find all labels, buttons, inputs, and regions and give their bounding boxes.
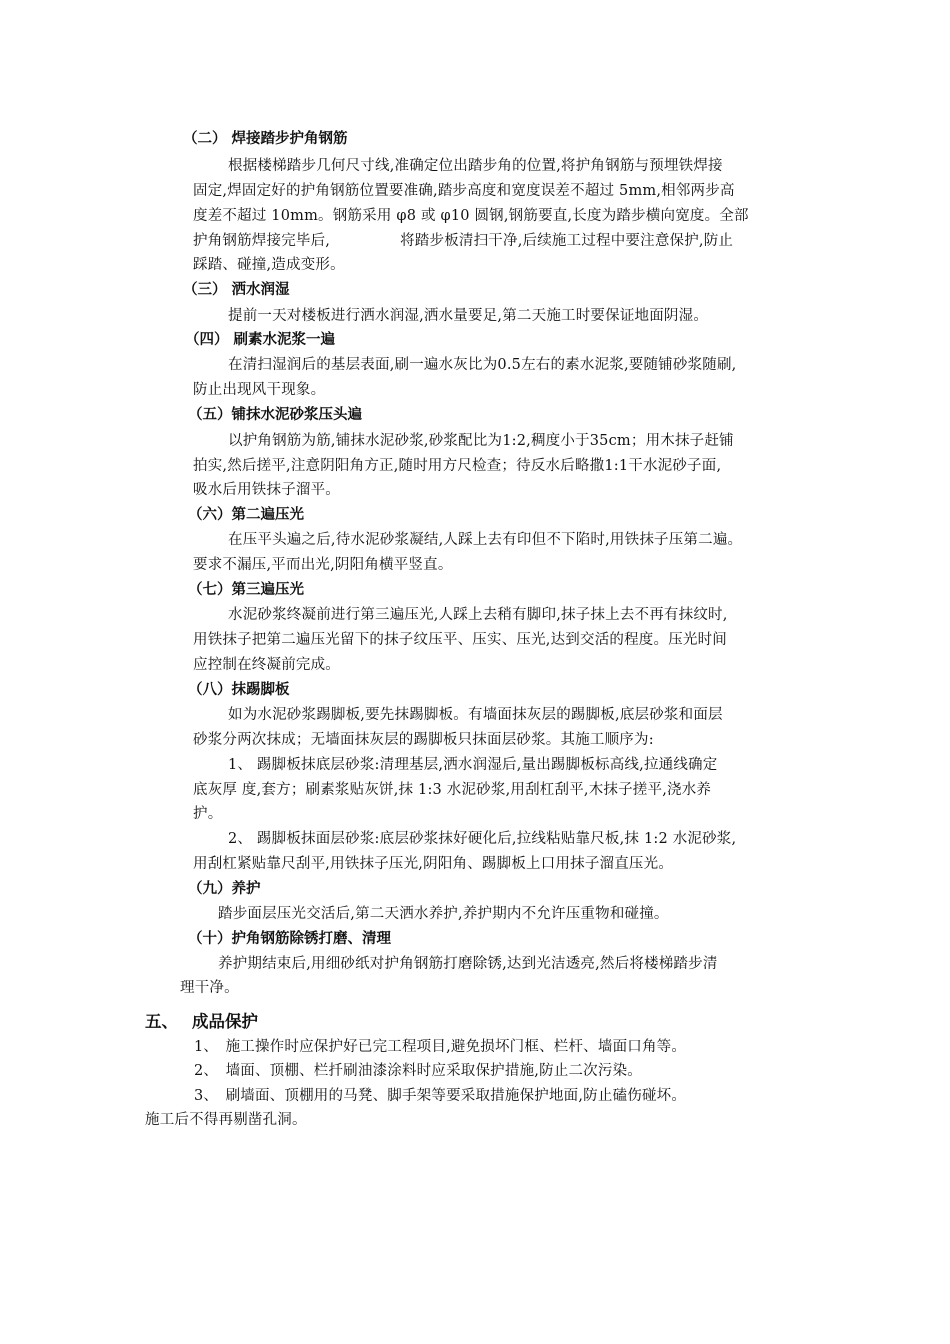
paragraph-line: 用刮杠紧贴靠尺刮平,用铁抹子压光,阴阳角、踢脚板上口用抹子溜直压光。 — [193, 856, 674, 872]
section-heading-6: （六）第二遍压光 — [188, 507, 304, 523]
paragraph-line: 防止出现风干现象。 — [193, 382, 326, 398]
paragraph-line: 在清扫湿润后的基层表面,刷一遍水灰比为0.5左右的素水泥浆,要随铺砂浆随刷, — [228, 357, 737, 373]
paragraph-line: 固定,焊固定好的护角钢筋位置要准确,踏步高度和宽度误差不超过 5mm,相邻两步高 — [193, 183, 735, 199]
line-part-2: 将踏步板清扫干净,后续施工过程中要注意保护,防止 — [400, 233, 734, 249]
paragraph-line: 要求不漏压,平而出光,阴阳角横平竖直。 — [193, 557, 453, 573]
part-heading-5: 五、 成品保护 — [145, 1012, 258, 1031]
paragraph-line: 踏步面层压光交活后,第二天洒水养护,养护期内不允许压重物和碰撞。 — [218, 906, 669, 922]
paragraph-line: 拍实,然后搓平,注意阴阳角方正,随时用方尺检查；待反水后略撒1:1干水泥砂子面, — [193, 458, 722, 474]
paragraph-line: 如为水泥砂浆踢脚板,要先抹踢脚板。有墙面抹灰层的踢脚板,底层砂浆和面层 — [228, 707, 723, 723]
paragraph-line: 踩踏、碰撞,造成变形。 — [193, 257, 345, 273]
paragraph-line: 在压平头遍之后,待水泥砂浆凝结,人踩上去有印但不下陷时,用铁抹子压第二遍。 — [228, 532, 743, 548]
section-heading-7: （七）第三遍压光 — [188, 582, 304, 598]
paragraph-line: 理干净。 — [180, 980, 239, 996]
paragraph-line: 1、 踢脚板抹底层砂浆:清理基层,洒水润湿后,量出踢脚板标高线,拉通线确定 — [228, 757, 718, 773]
paragraph-line — [193, 231, 733, 251]
paragraph-line: 用铁抹子把第二遍压光留下的抹子纹压平、压实、压光,达到交活的程度。压光时间 — [193, 632, 728, 648]
section-heading-2: （二） 焊接踏步护角钢筋 — [183, 131, 348, 147]
paragraph-line: 提前一天对楼板进行洒水润湿,洒水量要足,第二天施工时要保证地面阴湿。 — [228, 308, 709, 324]
paragraph-line: 吸水后用铁抹子溜平。 — [193, 482, 340, 498]
paragraph-line: 水泥砂浆终凝前进行第三遍压光,人踩上去稍有脚印,抹子抹上去不再有抹纹时, — [228, 607, 728, 623]
section-heading-4: （四） 刷素水泥浆一遍 — [185, 332, 336, 348]
list-item: 1、 施工操作时应保护好已完工程项目,避免损坏门框、栏杆、墙面口角等。 — [194, 1039, 687, 1055]
paragraph-line: 护。 — [193, 806, 223, 822]
section-heading-8: （八）抹踢脚板 — [188, 682, 290, 698]
section-heading-9: （九）养护 — [188, 881, 261, 897]
paragraph-line: 养护期结束后,用细砂纸对护角钢筋打磨除锈,达到光洁透亮,然后将楼梯踏步清 — [218, 956, 718, 972]
line-part-1: 护角钢筋焊接完毕后, — [193, 233, 331, 249]
paragraph-line: 砂浆分两次抹成；无墙面抹灰层的踢脚板只抹面层砂浆。其施工顺序为: — [193, 732, 654, 748]
section-heading-3: （三） 洒水润湿 — [183, 282, 290, 298]
paragraph-line: 施工后不得再剔凿孔洞。 — [145, 1112, 307, 1128]
paragraph-line: 度差不超过 10mm。钢筋采用 φ8 或 φ10 圆钢,钢筋要直,长度为踏步横向宽度。全部 — [193, 208, 749, 224]
paragraph-line: 根据楼梯踏步几何尺寸线,准确定位出踏步角的位置,将护角钢筋与预埋铁焊接 — [228, 158, 723, 174]
section-heading-5: （五）铺抹水泥砂浆压头遍 — [188, 407, 362, 423]
paragraph-line: 以护角钢筋为筋,铺抹水泥砂浆,砂浆配比为1:2,稠度小于35cm；用木抹子赶铺 — [228, 433, 734, 449]
paragraph-line: 应控制在终凝前完成。 — [193, 657, 340, 673]
paragraph-line: 2、 踢脚板抹面层砂浆:底层砂浆抹好硬化后,拉线粘贴靠尺板,抹 1:2 水泥砂浆, — [228, 831, 737, 847]
paragraph-line: 底灰厚 度,套方；刷素浆贴灰饼,抹 1:3 水泥砂浆,用刮杠刮平,木抹子搓平,浇水养 — [193, 782, 712, 798]
list-item: 3、 刷墙面、顶棚用的马凳、脚手架等要采取措施保护地面,防止磕伤碰坏。 — [194, 1088, 687, 1104]
list-item: 2、 墙面、顶棚、栏扦刷油漆涂料时应采取保护措施,防止二次污染。 — [194, 1063, 642, 1079]
section-heading-10: （十）护角钢筋除锈打磨、清理 — [188, 931, 391, 947]
